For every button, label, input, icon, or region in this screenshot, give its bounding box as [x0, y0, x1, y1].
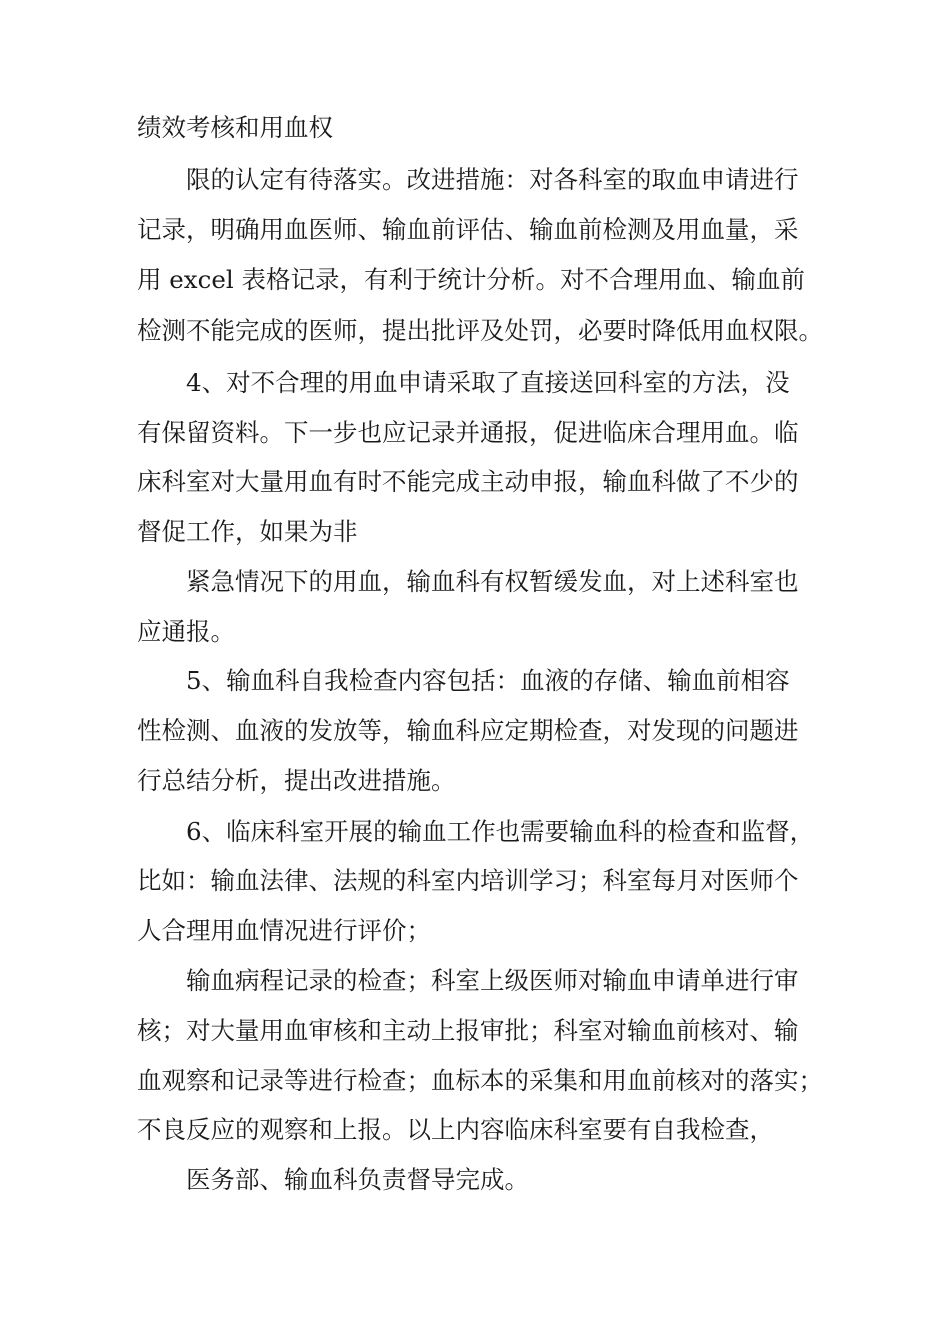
text-line: 紧急情况下的用血，输血科有权暂缓发血，对上述科室也: [186, 567, 799, 596]
text-line: 6、临床科室开展的输血工作也需要输血科的检查和监督，: [186, 817, 815, 846]
text-line: 记录，明确用血医师、输血前评估、输血前检测及用血量，采: [137, 215, 799, 244]
text-line: 应通报。: [137, 617, 235, 646]
text-line: 督促工作，如果为非: [137, 517, 358, 546]
text-line: 人合理用血情况进行评价；: [137, 916, 431, 945]
text-line: 用 excel 表格记录，有利于统计分析。对不合理用血、输血前: [137, 265, 805, 294]
text-line: 不良反应的观察和上报。以上内容临床科室要有自我检查，: [137, 1115, 774, 1144]
text-line: 核；对大量用血审核和主动上报审批；科室对输血前核对、输: [137, 1016, 799, 1045]
text-line: 限的认定有待落实。改进措施：对各科室的取血申请进行: [186, 165, 799, 194]
text-line: 输血病程记录的检查；科室上级医师对输血申请单进行审: [186, 966, 799, 995]
text-line: 床科室对大量用血有时不能完成主动申报，输血科做了不少的: [137, 467, 799, 496]
text-line: 比如：输血法律、法规的科室内培训学习；科室每月对医师个: [137, 866, 799, 895]
text-line: 4、对不合理的用血申请采取了直接送回科室的方法，没: [186, 368, 790, 397]
text-line: 5、输血科自我检查内容包括：血液的存储、输血前相容: [186, 666, 790, 695]
text-line: 行总结分析，提出改进措施。: [137, 766, 456, 795]
text-line: 绩效考核和用血权: [137, 113, 333, 142]
text-line: 血观察和记录等进行检查；血标本的采集和用血前核对的落实；: [137, 1066, 823, 1095]
text-line: 有保留资料。下一步也应记录并通报，促进临床合理用血。临: [137, 418, 799, 447]
text-line: 检测不能完成的医师，提出批评及处罚，必要时降低用血权限。: [137, 316, 823, 345]
text-line: 医务部、输血科负责督导完成。: [186, 1165, 529, 1194]
text-line: 性检测、血液的发放等，输血科应定期检查，对发现的问题进: [137, 716, 799, 745]
